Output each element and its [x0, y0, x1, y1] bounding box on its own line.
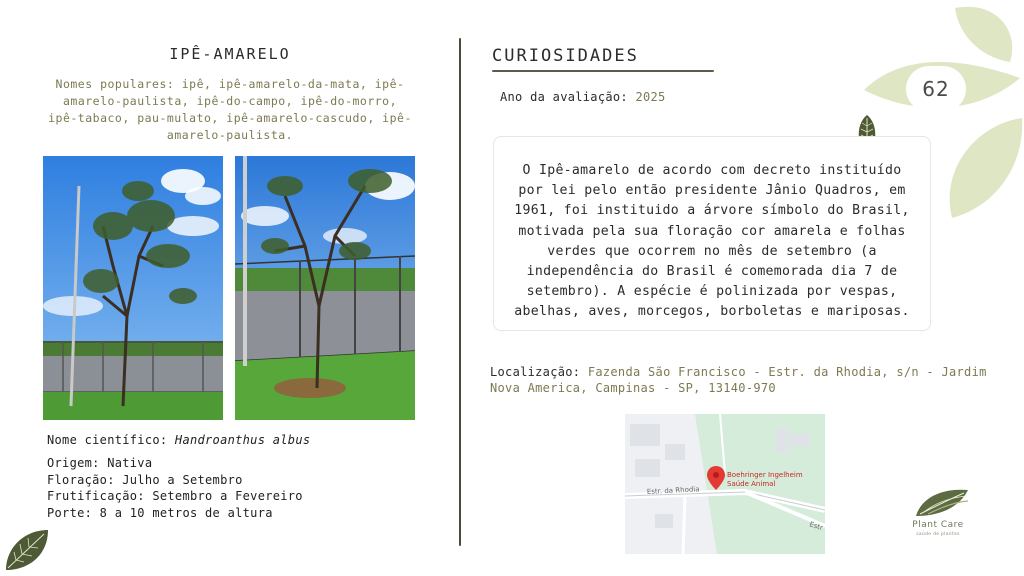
tree-title: IPÊ-AMARELO — [169, 45, 291, 63]
scientific-name-label: Nome científico: — [47, 433, 175, 447]
tree-facts — [47, 455, 303, 521]
title-underline — [492, 70, 714, 72]
column-divider — [459, 38, 461, 546]
location-label: Localização: — [490, 365, 588, 379]
location — [490, 364, 990, 396]
curiosities-title: CURIOSIDADES — [492, 46, 639, 66]
leaf-icon — [2, 526, 50, 574]
map-road-label-2: Estr — [808, 520, 824, 533]
location-value: Fazenda São Francisco - Estr. da Rhodia, s/n - Jardim Nova America, Campinas - SP, 13140-970 — [490, 365, 987, 395]
fact-origin: Origem: Nativa — [47, 456, 153, 470]
scientific-name: Handroanthus albus — [174, 433, 311, 447]
year-label: Ano da avaliação: — [500, 90, 636, 104]
year-value: 2025 — [635, 90, 666, 104]
tree-photo-1 — [43, 156, 223, 420]
plant-care-logo-icon — [914, 486, 970, 520]
logo-tagline: saúde de plantas — [916, 532, 960, 537]
location-map[interactable] — [625, 414, 825, 554]
map-road-label: Estr. da Rhodia — [646, 485, 700, 496]
map-place-name-2: Saúde Animal — [727, 480, 776, 488]
evaluation-year — [500, 90, 666, 104]
page-number: 62 — [906, 66, 966, 112]
logo-name: Plant Care — [912, 520, 964, 530]
tree-photo-2 — [235, 156, 415, 420]
popular-names: Nomes populares: ipê, ipê-amarelo-da-mata, ipê-amarelo-paulista, ipê-do-campo, ipê-do-morro, ipê-tabaco, pau-mulato, ipê-amarelo-cascudo, ipê-amarelo-paulista. — [48, 77, 412, 142]
fact-flowering: Floração: Julho a Setembro — [47, 472, 243, 487]
fact-fruiting: Frutificação: Setembro a Fevereiro — [47, 489, 303, 503]
curiosity-card — [493, 136, 931, 331]
curiosity-text: O Ipê-amarelo de acordo com decreto instituído por lei pelo então presidente Jânio Quadros, em 1961, foi instituido a árvore símbolo do Brasil, motivada pela sua floração cor amarela e folhas verdes que ocorrem no mês de setembro (a independência do Brasil é comemorada dia 7 de setembro). A espécie é polinizada por vespas, abelhas, aves, morcegos, borboletas e mariposas. — [514, 163, 910, 320]
map-place-name: Boehringer Ingelheim — [727, 471, 803, 479]
fact-size: Porte: 8 a 10 metros de altura — [47, 505, 273, 520]
scientific-name-line — [47, 433, 310, 447]
